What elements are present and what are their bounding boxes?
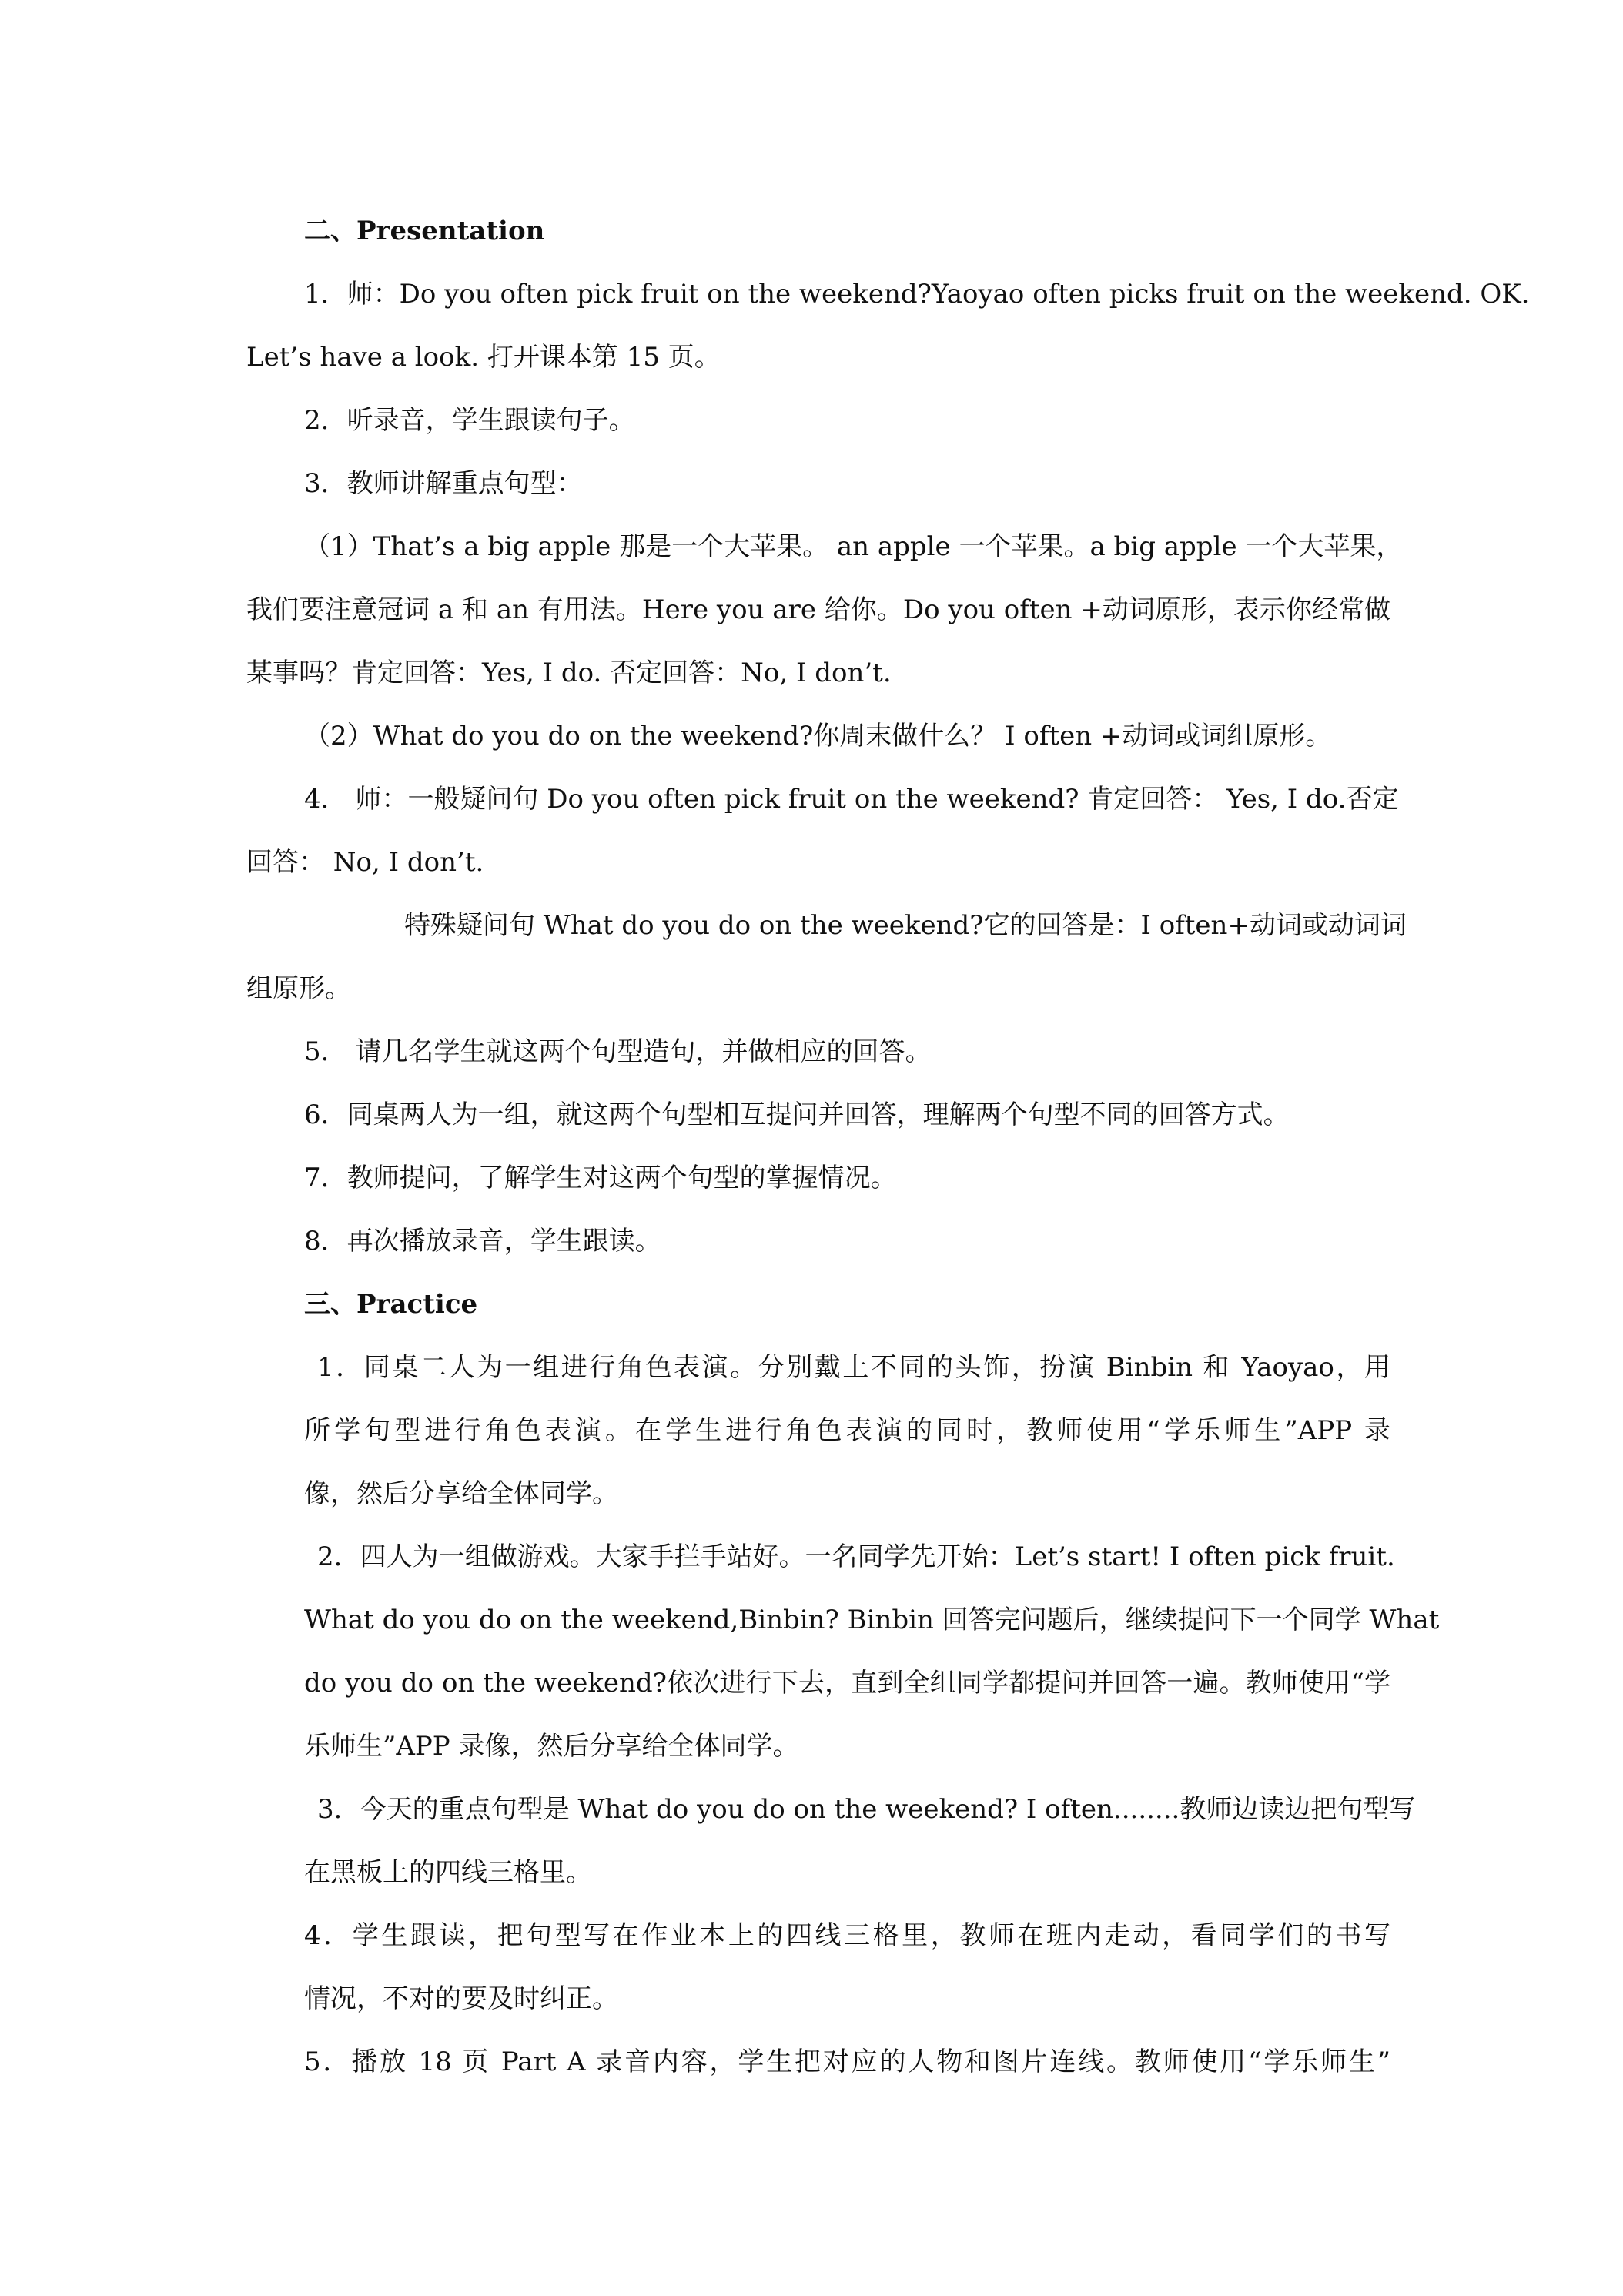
paragraph-line: 1．同桌二人为一组进行角色表演。分别戴上不同的头饰，扮演 Binbin 和 Yaoyao，用 (317, 1352, 1390, 1383)
paragraph-line: 乐师生”APP 录像，然后分享给全体同学。 (304, 1731, 799, 1762)
paragraph-line: 在黑板上的四线三格里。 (304, 1857, 592, 1888)
paragraph-line: 2．听录音，学生跟读句子。 (304, 405, 635, 436)
paragraph-line: 4．学生跟读，把句型写在作业本上的四线三格里，教师在班内走动，看同学们的书写 (304, 1920, 1390, 1951)
paragraph-line: 7．教师提问，了解学生对这两个句型的掌握情况。 (304, 1163, 897, 1193)
paragraph-line: 5． 请几名学生就这两个句型造句，并做相应的回答。 (304, 1036, 932, 1067)
presentation-heading: 二、Presentation (304, 216, 545, 246)
paragraph-line: 像，然后分享给全体同学。 (304, 1478, 618, 1509)
paragraph-line: 情况，不对的要及时纠正。 (304, 1983, 618, 2014)
paragraph-line: 回答： No, I don’t. (246, 847, 484, 878)
paragraph-line: 6．同桌两人为一组，就这两个句型相互提问并回答，理解两个句型不同的回答方式。 (304, 1099, 1290, 1130)
paragraph-line: 2．四人为一组做游戏。大家手拦手站好。一名同学先开始：Let’s start! I often pick fruit. (317, 1541, 1395, 1572)
paragraph-line: 特殊疑问句 What do you do on the weekend?它的回答是：I often+动词或动词词 (404, 910, 1407, 941)
paragraph-line: 4． 师：一般疑问句 Do you often pick fruit on the weekend? 肯定回答： Yes, I do.否定 (304, 784, 1399, 815)
practice-heading: 三、Practice (304, 1289, 478, 1320)
paragraph-line: What do you do on the weekend,Binbin? Binbin 回答完问题后，继续提问下一个同学 What (304, 1605, 1440, 1635)
paragraph-line: 3．今天的重点句型是 What do you do on the weekend? I often........教师边读边把句型写 (317, 1794, 1416, 1825)
paragraph-line: do you do on the weekend?依次进行下去，直到全组同学都提问并回答一遍。教师使用“学 (304, 1668, 1390, 1699)
paragraph-line: 3．教师讲解重点句型： (304, 468, 583, 499)
paragraph-line: 5．播放 18 页 Part A 录音内容，学生把对应的人物和图片连线。教师使用“学乐师生” (304, 2047, 1390, 2077)
paragraph-line: 某事吗？肯定回答：Yes, I do. 否定回答：No, I don’t. (246, 658, 892, 688)
paragraph-line: （2）What do you do on the weekend?你周末做什么？ I often +动词或词组原形。 (304, 721, 1332, 751)
paragraph-line: Let’s have a look. 打开课本第 15 页。 (246, 342, 721, 373)
paragraph-line: 组原形。 (246, 973, 351, 1004)
paragraph-line: （1）That’s a big apple 那是一个大苹果。 an apple 一个苹果。a big apple 一个大苹果， (304, 531, 1403, 562)
paragraph-line: 我们要注意冠词 a 和 an 有用法。Here you are 给你。Do you often +动词原形，表示你经常做 (246, 594, 1390, 625)
paragraph-line: 所学句型进行角色表演。在学生进行角色表演的同时，教师使用“学乐师生”APP 录 (304, 1415, 1390, 1446)
paragraph-line: 1．师：Do you often pick fruit on the weekend?Yaoyao often picks fruit on the weekend. OK. (304, 279, 1530, 310)
paragraph-line: 8．再次播放录音，学生跟读。 (304, 1226, 661, 1257)
